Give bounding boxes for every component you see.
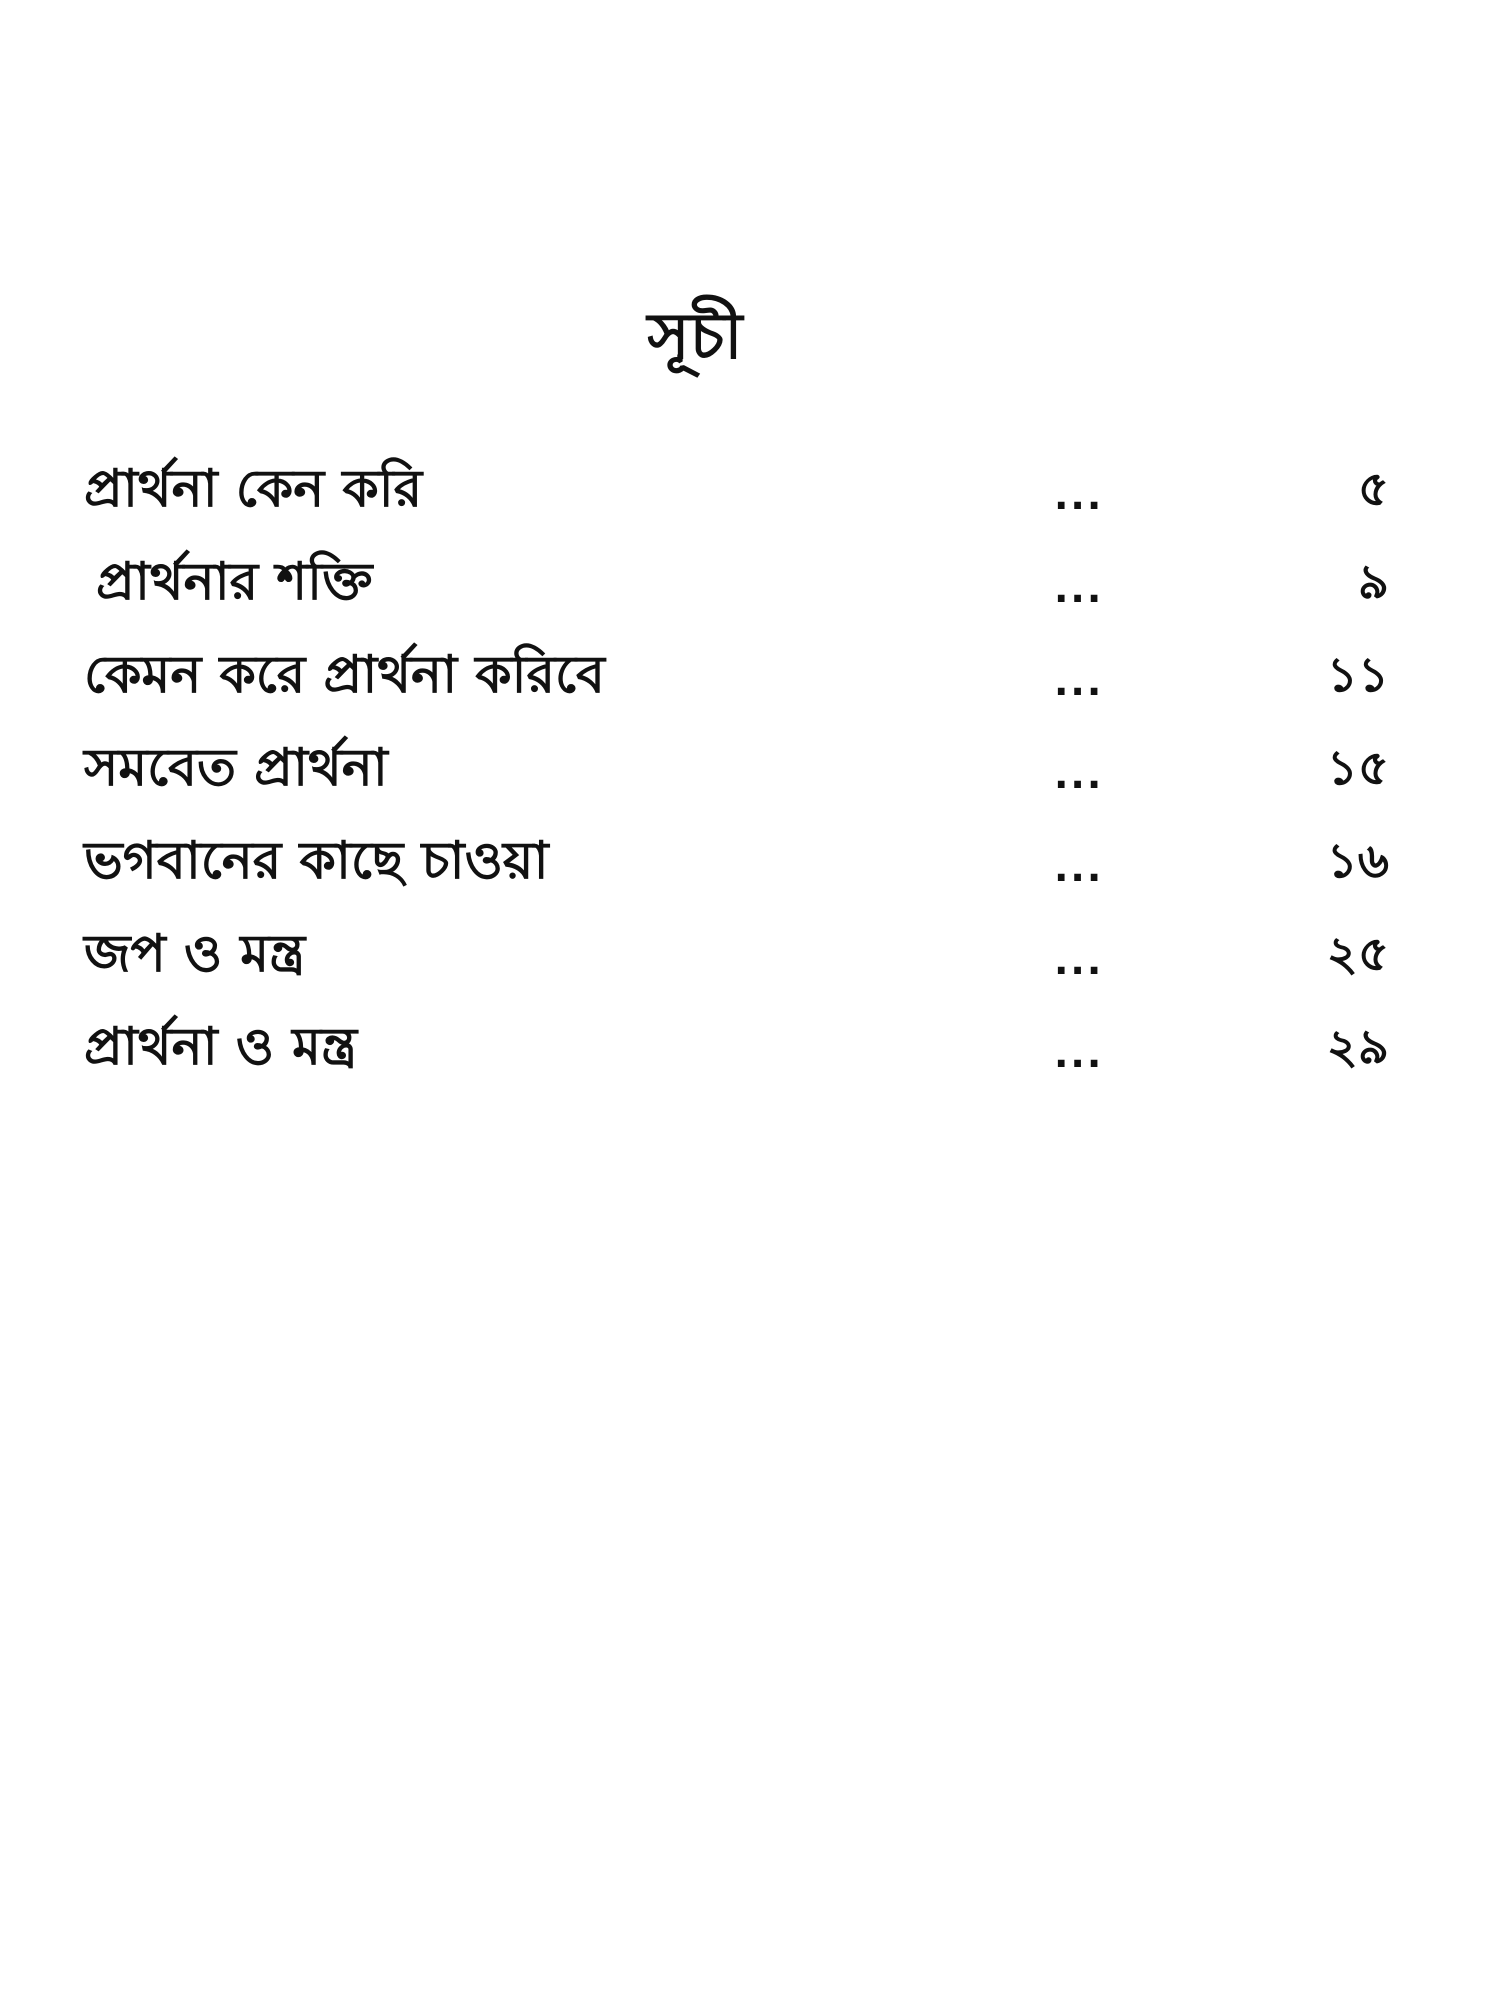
toc-entry-title: ভগবানের কাছে চাওয়া bbox=[84, 831, 549, 891]
toc-page-number: ২৫ bbox=[1326, 926, 1389, 982]
toc-leader-dots: ... bbox=[1054, 474, 1104, 518]
toc-leader-dots: ... bbox=[1054, 939, 1104, 983]
toc-entry-title: কেমন করে প্রার্থনা করিবে bbox=[84, 645, 605, 705]
toc-entry-title: প্রার্থনা ও মন্ত্র bbox=[84, 1017, 358, 1077]
toc-page-number: ১৬ bbox=[1326, 833, 1389, 889]
toc-entry[interactable] bbox=[84, 641, 1389, 734]
table-of-contents bbox=[84, 455, 1389, 1106]
toc-leader-dots: ... bbox=[1054, 567, 1104, 611]
toc-leader-dots: ... bbox=[1054, 753, 1104, 797]
toc-entry[interactable] bbox=[84, 827, 1389, 920]
toc-entry-title: জপ ও মন্ত্র bbox=[84, 924, 306, 984]
toc-leader-dots: ... bbox=[1054, 846, 1104, 890]
toc-page-number: ২৯ bbox=[1326, 1019, 1389, 1075]
toc-entry[interactable] bbox=[84, 455, 1389, 548]
toc-entry[interactable] bbox=[84, 548, 1389, 641]
toc-page-number: ৯ bbox=[1357, 554, 1389, 610]
page-title: সূচী bbox=[647, 300, 743, 374]
toc-entry[interactable] bbox=[84, 1013, 1389, 1106]
toc-leader-dots: ... bbox=[1054, 660, 1104, 704]
toc-page-number: ১৫ bbox=[1326, 740, 1389, 796]
toc-page-number: ১১ bbox=[1326, 647, 1389, 703]
toc-leader-dots: ... bbox=[1054, 1032, 1104, 1076]
toc-entry[interactable] bbox=[84, 920, 1389, 1013]
toc-entry-title: প্রার্থনার শক্তি bbox=[96, 552, 373, 612]
toc-entry-title: প্রার্থনা কেন করি bbox=[84, 459, 423, 519]
toc-entry-title: সমবেত প্রার্থনা bbox=[84, 738, 388, 798]
toc-entry[interactable] bbox=[84, 734, 1389, 827]
toc-page-number: ৫ bbox=[1357, 461, 1389, 517]
